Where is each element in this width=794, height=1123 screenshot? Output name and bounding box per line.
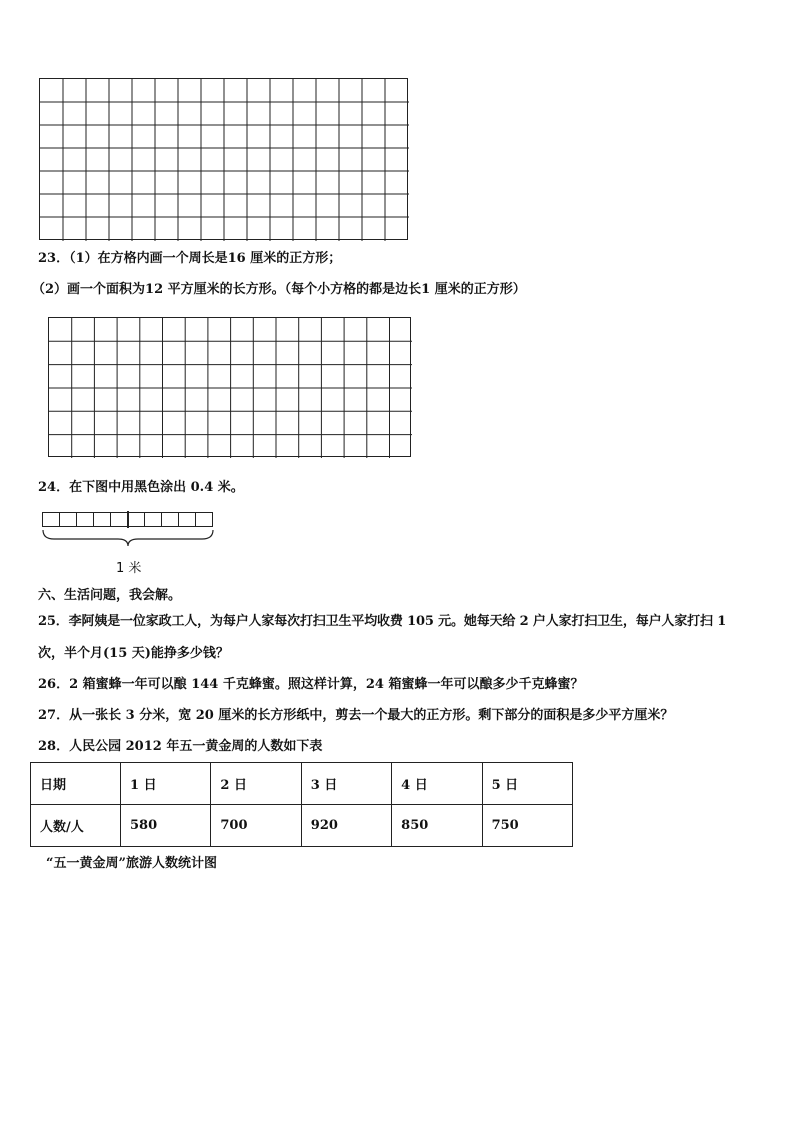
table-cell-count: 850 xyxy=(392,805,482,847)
visitors-table xyxy=(30,762,573,847)
question-27: 27．从一张长 3 分米，宽 20 厘米的长方形纸中，剪去一个最大的正方形。剩下部分的面积是多少平方厘米？ xyxy=(38,708,674,723)
table-cell-count: 750 xyxy=(482,805,572,847)
table-cell-day: 5 日 xyxy=(482,763,572,805)
meter-cell xyxy=(162,513,179,527)
table-cell-day: 3 日 xyxy=(301,763,391,805)
question-24: 24．在下图中用黑色涂出 0.4 米。 xyxy=(38,480,244,495)
table-row-dates xyxy=(31,763,573,805)
meter-strip xyxy=(40,510,222,556)
question-26: 26．2 箱蜜蜂一年可以酿 144 千克蜂蜜。照这样计算，24 箱蜜蜂一年可以酿多少千克蜂蜜？ xyxy=(38,677,584,692)
grid-lines-23 xyxy=(49,318,412,458)
meter-cell xyxy=(94,513,111,527)
meter-cell xyxy=(128,513,145,527)
table-cell-count: 920 xyxy=(301,805,391,847)
meter-cell xyxy=(77,513,94,527)
table-cell-count: 700 xyxy=(211,805,301,847)
meter-cell xyxy=(111,513,128,527)
question-28: 28．人民公园 2012 年五一黄金周的人数如下表 xyxy=(38,739,323,754)
table-row-counts xyxy=(31,805,573,847)
meter-cell xyxy=(145,513,162,527)
meter-cell xyxy=(196,513,213,527)
question-23-part1: 23．（1）在方格内画一个周长是16 厘米的正方形； xyxy=(38,251,342,266)
meter-strip-cells xyxy=(43,511,213,528)
table-cell-count: 580 xyxy=(121,805,211,847)
table-header-count: 人数/人 xyxy=(31,805,121,847)
drawing-grid-23 xyxy=(48,317,411,457)
meter-brace xyxy=(43,530,213,546)
meter-cell xyxy=(43,513,60,527)
drawing-grid-top xyxy=(39,78,408,240)
grid-lines-top xyxy=(40,79,409,241)
table-cell-day: 4 日 xyxy=(392,763,482,805)
meter-cell xyxy=(179,513,196,527)
table-cell-day: 1 日 xyxy=(121,763,211,805)
meter-label: 1 米 xyxy=(116,561,142,576)
table-header-date: 日期 xyxy=(31,763,121,805)
meter-cell xyxy=(60,513,77,527)
question-25-line1: 25．李阿姨是一位家政工人，为每户人家每次打扫卫生平均收费 105 元。她每天给 2 户人家打扫卫生，每户人家打扫 1 xyxy=(38,614,727,629)
section-6-title: 六、生活问题，我会解。 xyxy=(38,588,182,603)
chart-caption: “五一黄金周”旅游人数统计图 xyxy=(46,856,217,871)
question-23-part2: （2）画一个面积为12 平方厘米的长方形。（每个小方格的都是边长1 厘米的正方形） xyxy=(32,282,526,297)
table-cell-day: 2 日 xyxy=(211,763,301,805)
question-25-line2: 次，半个月(15 天)能挣多少钱？ xyxy=(38,646,229,661)
